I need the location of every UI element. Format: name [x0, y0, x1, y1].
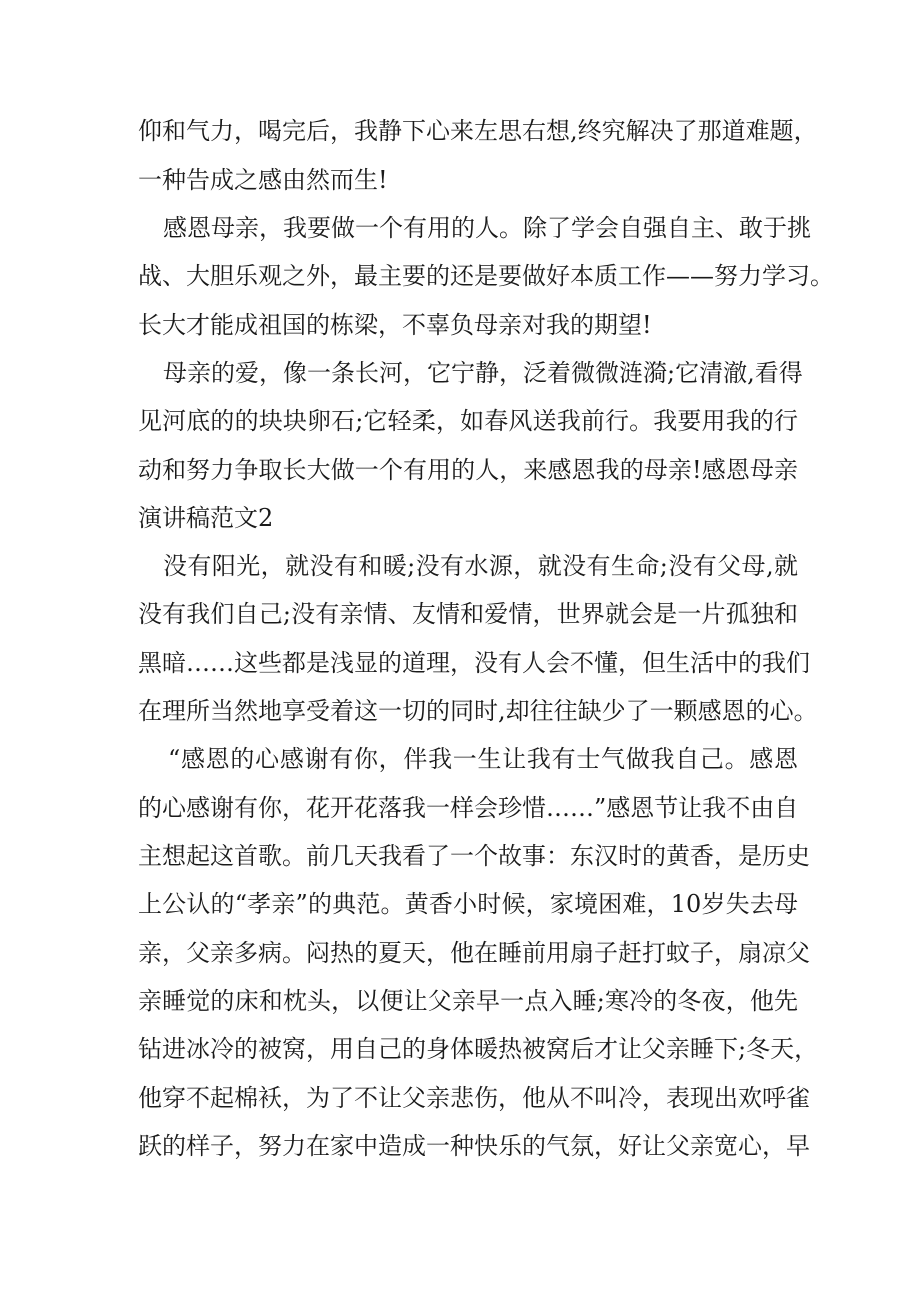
- text-line: 见河底的的块块卵石;它轻柔，如春风送我前行。我要用我的行: [138, 407, 798, 435]
- text-line: 亲，父亲多病。闷热的夏天，他在睡前用扇子赶打蚊子，扇凉父: [138, 939, 810, 967]
- text-line: 他穿不起棉袄，为了不让父亲悲伤，他从不叫冷，表现出欢呼雀: [138, 1084, 810, 1112]
- text-line: 一种告成之感由然而生!: [138, 166, 388, 194]
- text-line: 没有我们自己;没有亲情、友情和爱情，世界就会是一片孤独和: [138, 600, 798, 628]
- paragraph-start-line: 没有阳光，就没有和暖;没有水源，就没有生命;没有父母,就: [163, 552, 798, 580]
- text-line: 黑暗……这些都是浅显的道理，没有人会不懂，但生活中的我们: [138, 649, 810, 677]
- text-line: 主想起这首歌。前几天我看了一个故事：东汉时的黄香，是历史: [138, 842, 810, 870]
- paragraph-start-line: “感恩的心感谢有你，伴我一生让我有士气做我自己。感恩: [168, 745, 798, 773]
- paragraph-start-line: 母亲的爱，像一条长河，它宁静，泛着微微涟漪;它清澈,看得: [163, 359, 803, 387]
- text-line: 钻进冰冷的被窝，用自己的身体暖热被窝后才让父亲睡下;冬天，: [138, 1035, 819, 1063]
- paragraph-start-line: 感恩母亲，我要做一个有用的人。除了学会自强自主、敢于挑: [163, 214, 811, 242]
- text-line: 长大才能成祖国的栋梁，不辜负母亲对我的期望!: [138, 311, 652, 339]
- text-line: 亲睡觉的床和枕头，以便让父亲早一点入睡;寒冷的冬夜，他先: [138, 987, 798, 1015]
- text-line: 的心感谢有你，花开花落我一样会珍惜……”感恩节让我不由自: [138, 794, 799, 822]
- text-line: 上公认的“孝亲”的典范。黄香小时候，家境困难，10岁失去母: [138, 890, 798, 918]
- section-heading: 演讲稿范文2: [138, 504, 274, 532]
- text-line: 战、大胆乐观之外，最主要的还是要做好本质工作——努力学习。: [138, 262, 834, 290]
- text-line: 跃的样子，努力在家中造成一种快乐的气氛，好让父亲宽心，早: [138, 1132, 810, 1160]
- text-line: 动和努力争取长大做一个有用的人，来感恩我的母亲!感恩母亲: [138, 456, 798, 484]
- text-line: 仰和气力，喝完后，我静下心来左思右想,终究解决了那道难题，: [138, 117, 818, 145]
- text-line: 在理所当然地享受着这一切的同时,却往往缺少了一颗感恩的心。: [138, 697, 818, 725]
